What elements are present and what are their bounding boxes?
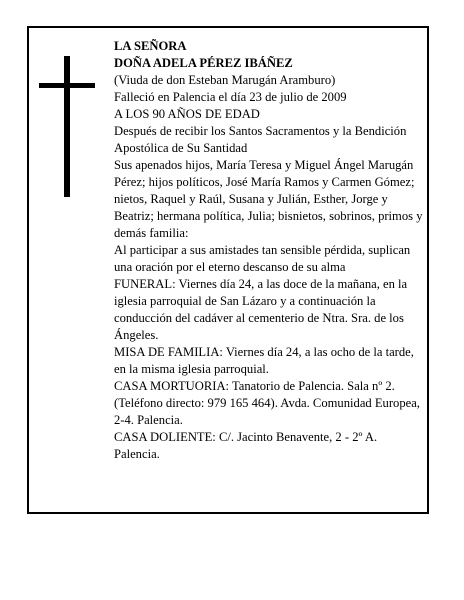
- funeral-info: FUNERAL: Viernes día 24, a las doce de la mañana, en la iglesia parroquial de San Lázaro y a continuación la conducción del cadáver al cementerio de Ntra. Sra. de los Ángeles.: [114, 277, 408, 342]
- heading-la-senora: LA SEÑORA: [114, 39, 187, 53]
- funeral-home-info: CASA MORTUORIA: Tanatorio de Palencia. Sala nº 2. (Teléfono directo: 979 165 464). Avda. Comunidad Europea, 2-4. Palencia.: [114, 379, 420, 427]
- deceased-name: DOÑA ADELA PÉREZ IBÁÑEZ: [114, 56, 293, 70]
- mourning-house-info: CASA DOLIENTE: C/. Jacinto Benavente, 2 - 2º A. Palencia.: [114, 430, 378, 461]
- age: A LOS 90 AÑOS DE EDAD: [114, 107, 260, 121]
- cross-icon-crossbar: [39, 83, 95, 88]
- death-notice: Falleció en Palencia el día 23 de julio de 2009: [114, 90, 347, 104]
- prayer-request: Al participar a sus amistades tan sensible pérdida, suplican una oración por el eterno descanso de su alma: [114, 243, 411, 274]
- sacraments: Después de recibir los Santos Sacramentos y la Bendición Apostólica de Su Santidad: [114, 124, 407, 155]
- family-list: Sus apenados hijos, María Teresa y Miguel Ángel Marugán Pérez; hijos políticos, José María Ramos y Carmen Gómez; nietos, Raquel y Raúl, Susana y Julián, Esther, Jorge y Beatriz; hermana política, Julia; bisnietos, sobrinos, primos y demás familia:: [114, 158, 423, 240]
- obituary-text: [114, 38, 426, 463]
- family-mass-info: MISA DE FAMILIA: Viernes día 24, a las ocho de la tarde, en la misma iglesia parroquial.: [114, 345, 414, 376]
- widow-of: (Viuda de don Esteban Marugán Aramburo): [114, 73, 336, 87]
- cross-icon: [64, 56, 70, 197]
